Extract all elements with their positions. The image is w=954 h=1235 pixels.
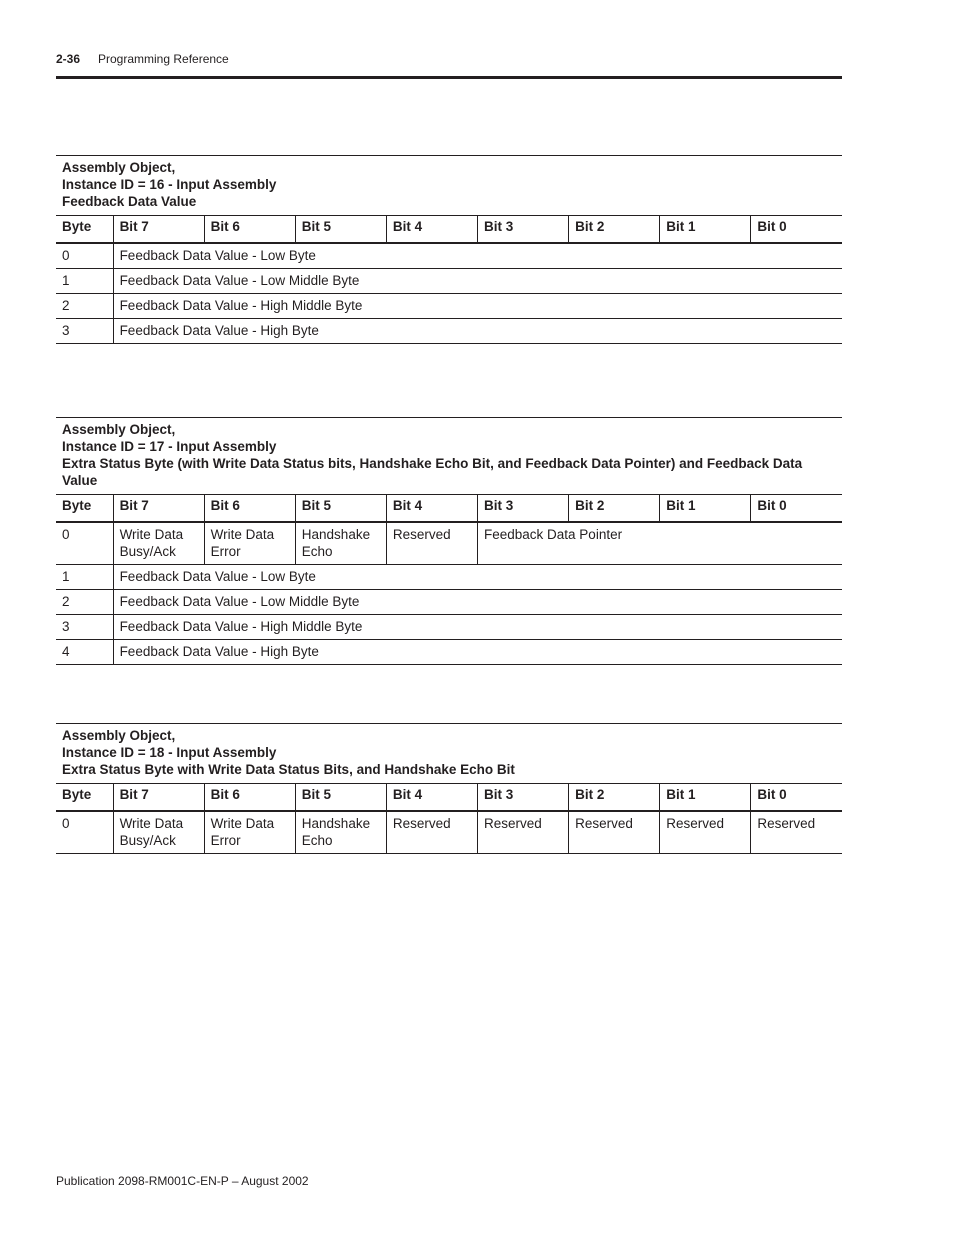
byte-cell: 3	[56, 319, 113, 344]
column-header: Bit 1	[660, 216, 751, 244]
column-header: Bit 0	[751, 495, 842, 523]
column-header: Bit 1	[660, 495, 751, 523]
page-number: 2-36	[56, 52, 81, 66]
column-header: Bit 5	[295, 216, 386, 244]
column-header: Bit 3	[478, 784, 569, 812]
table-row	[56, 319, 842, 344]
column-header: Bit 5	[295, 495, 386, 523]
column-header: Bit 6	[204, 784, 295, 812]
byte-cell: 1	[56, 269, 113, 294]
table-row	[56, 243, 842, 269]
byte-cell: 2	[56, 590, 113, 615]
byte-cell: 0	[56, 243, 113, 269]
column-header: Bit 5	[295, 784, 386, 812]
byte-cell: 3	[56, 615, 113, 640]
byte-cell: 2	[56, 294, 113, 319]
page-header	[56, 52, 842, 79]
column-header: Bit 0	[751, 784, 842, 812]
column-header: Bit 0	[751, 216, 842, 244]
bit-table	[56, 494, 842, 665]
bit-cell: Feedback Data Value - High Byte	[113, 319, 842, 344]
bit-cell: Feedback Data Value - High Middle Byte	[113, 294, 842, 319]
bit-cell: Write Data Error	[204, 811, 295, 854]
bit-cell: Reserved	[569, 811, 660, 854]
column-header: Bit 2	[569, 495, 660, 523]
byte-cell: 4	[56, 640, 113, 665]
column-header: Byte	[56, 495, 113, 523]
table-row	[56, 269, 842, 294]
column-header: Bit 6	[204, 495, 295, 523]
column-header: Bit 4	[386, 784, 477, 812]
column-header: Bit 2	[569, 784, 660, 812]
table-row	[56, 811, 842, 854]
assembly-table-17	[56, 417, 842, 665]
column-header: Bit 7	[113, 495, 204, 523]
column-header: Bit 1	[660, 784, 751, 812]
column-header: Byte	[56, 216, 113, 244]
header-row	[56, 216, 842, 244]
publication-footer: Publication 2098-RM001C-EN-P – August 2002	[56, 1174, 309, 1188]
table-row	[56, 590, 842, 615]
column-header: Bit 2	[569, 216, 660, 244]
column-header: Bit 6	[204, 216, 295, 244]
bit-cell: Feedback Data Value - Low Byte	[113, 243, 842, 269]
table-caption: Assembly Object, Instance ID = 18 - Input Assembly Extra Status Byte with Write Data Status Bits, and Handshake Echo Bit	[56, 723, 842, 783]
column-header: Bit 7	[113, 216, 204, 244]
bit-cell: Feedback Data Value - Low Middle Byte	[113, 590, 842, 615]
bit-cell: Write Data Busy/Ack	[113, 811, 204, 854]
column-header: Byte	[56, 784, 113, 812]
bit-cell: Reserved	[386, 811, 477, 854]
column-header: Bit 3	[478, 216, 569, 244]
bit-cell: Feedback Data Value - High Middle Byte	[113, 615, 842, 640]
column-header: Bit 4	[386, 216, 477, 244]
bit-table	[56, 215, 842, 344]
table-caption: Assembly Object, Instance ID = 16 - Input Assembly Feedback Data Value	[56, 155, 842, 215]
bit-cell: Write Data Error	[204, 522, 295, 565]
table-row	[56, 640, 842, 665]
bit-table	[56, 783, 842, 854]
table-row	[56, 522, 842, 565]
bit-cell: Reserved	[478, 811, 569, 854]
bit-cell: Reserved	[660, 811, 751, 854]
table-row	[56, 565, 842, 590]
table-row	[56, 615, 842, 640]
bit-cell: Feedback Data Value - Low Byte	[113, 565, 842, 590]
bit-cell: Feedback Data Value - Low Middle Byte	[113, 269, 842, 294]
column-header: Bit 3	[478, 495, 569, 523]
bit-cell: Write Data Busy/Ack	[113, 522, 204, 565]
byte-cell: 1	[56, 565, 113, 590]
table-row	[56, 294, 842, 319]
bit-cell: Feedback Data Pointer	[478, 522, 843, 565]
column-header: Bit 7	[113, 784, 204, 812]
assembly-table-16	[56, 155, 842, 344]
bit-cell: Reserved	[386, 522, 477, 565]
bit-cell: Handshake Echo	[295, 811, 386, 854]
column-header: Bit 4	[386, 495, 477, 523]
bit-cell: Feedback Data Value - High Byte	[113, 640, 842, 665]
bit-cell: Handshake Echo	[295, 522, 386, 565]
table-caption: Assembly Object, Instance ID = 17 - Input Assembly Extra Status Byte (with Write Data Status bits, Handshake Echo Bit, and Feedback Data Pointer) and Feedback Data Value	[56, 417, 842, 494]
section-title: Programming Reference	[98, 52, 229, 66]
byte-cell: 0	[56, 522, 113, 565]
byte-cell: 0	[56, 811, 113, 854]
header-row	[56, 784, 842, 812]
assembly-table-18	[56, 723, 842, 854]
bit-cell: Reserved	[751, 811, 842, 854]
header-row	[56, 495, 842, 523]
